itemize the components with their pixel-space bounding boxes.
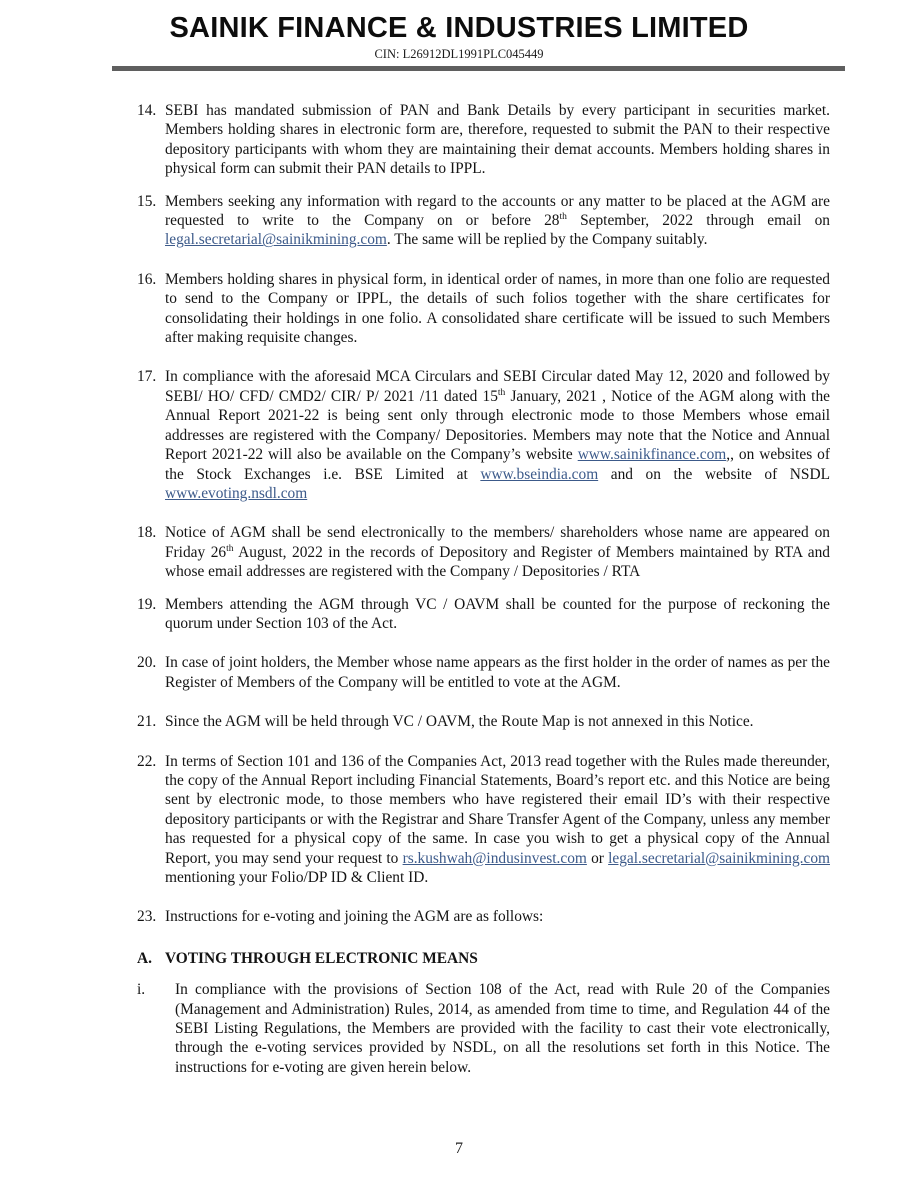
item-number: 18. <box>137 524 157 542</box>
superscript: th <box>226 542 234 554</box>
email-link-rs-kushwah[interactable]: rs.kushwah@indusinvest.com <box>402 849 587 867</box>
section-letter: A. <box>137 949 152 967</box>
item-number: 19. <box>137 595 157 613</box>
header-rule <box>112 66 845 71</box>
item-text: In compliance with the aforesaid MCA Circulars and SEBI Circular dated May 12, 2020 and followed by SEBI/ HO/ CFD/ CMD2/ CIR/ P/ 2021 /11 dated 15th January, 2021 , Notice of the AGM along with the Annual Report 2021-22 is being sent only through electronic mode to those Members whose email addresses are registered with the Company/ Depositories. Members may note that the Notice and Annual Report 2021-22 will also be available on the Company’s website www.sainikfinance.com,, on websites of the Stock Exchanges i.e. BSE Limited at www.bseindia.com and on the website of NSDL www.evoting.nsdl.com <box>165 368 831 502</box>
item-number: 14. <box>137 102 157 119</box>
list-item-16 <box>137 270 830 348</box>
item-number: 15. <box>137 192 157 210</box>
item-text: Instructions for e-voting and joining the AGM are as follows: <box>165 908 544 926</box>
list-item-22 <box>137 752 830 888</box>
website-link-evoting-nsdl[interactable]: www.evoting.nsdl.com <box>165 484 308 502</box>
list-item-18 <box>137 523 830 581</box>
page-number: 7 <box>455 1140 463 1157</box>
item-text: Since the AGM will be held through VC / OAVM, the Route Map is not annexed in this Notice. <box>165 713 754 731</box>
website-link-bseindia[interactable]: www.bseindia.com <box>480 465 599 483</box>
item-text: Members attending the AGM through VC / OAVM shall be counted for the purpose of reckoning the quorum under Section 103 of the Act. <box>165 595 830 632</box>
document-header <box>0 0 918 71</box>
list-item-15 <box>137 192 830 250</box>
item-text: In compliance with the provisions of Section 108 of the Act, read with Rule 20 of the Companies (Management and Administration) Rules, 2014, as amended from time to time, and Regulation 44 of the SEBI Listing Regulations, the Members are provided with the facility to cast their vote electronically, through the e-voting services provided by NSDL, on all the resolutions set forth in this Notice. The instructions for e-voting are given herein below. <box>175 981 830 1076</box>
company-title: SAINIK FINANCE & INDUSTRIES LIMITED <box>169 12 749 44</box>
item-number: 20. <box>137 654 157 672</box>
sub-item-i <box>137 980 830 1077</box>
item-text: Members holding shares in physical form, in identical order of names, in more than one folio are requested to send to the Company or IPPL, the details of such folios together with the share certificates for consolidating their holdings in one folio. A consolidated share certificate will be issued to such Members after making requisite changes. <box>165 270 830 347</box>
list-item-21 <box>137 712 830 731</box>
list-item-23 <box>137 907 830 926</box>
item-number: 23. <box>137 908 157 926</box>
item-number: 21. <box>137 713 157 731</box>
item-text: In terms of Section 101 and 136 of the Companies Act, 2013 read together with the Rules made thereunder, the copy of the Annual Report including Financial Statements, Board’s report etc. and this Notice are being sent by electronic mode, to those members who have registered their email ID’s with their respective depository participants or with the Registrar and Share Transfer Agent of the Company, unless any member has requested for a physical copy of the same. In case you wish to get a physical copy of the Annual Report, you may send your request to rs.kushwah@indusinvest.com or legal.secretarial@sainikmining.com mentioning your Folio/DP ID & Client ID. <box>165 752 830 886</box>
list-item-17 <box>137 367 830 503</box>
notice-body <box>137 101 830 1077</box>
item-text: Notice of AGM shall be send electronically to the members/ shareholders whose name are appeared on Friday 26th August, 2022 in the records of Depository and Register of Members maintained by RTA and whose email addresses are registered with the Company / Depositories / RTA <box>165 524 831 581</box>
item-number: 17. <box>137 368 157 386</box>
item-number: 16. <box>137 270 157 288</box>
email-link-legal-secretarial[interactable]: legal.secretarial@sainikmining.com <box>608 849 830 867</box>
website-link-sainikfinance[interactable]: www.sainikfinance.com <box>577 446 727 464</box>
list-item-19 <box>137 595 830 634</box>
list-item-20 <box>137 653 830 692</box>
superscript: th <box>497 386 506 398</box>
section-title: VOTING THROUGH ELECTRONIC MEANS <box>165 949 478 967</box>
item-number: i. <box>137 981 146 999</box>
cin-line: CIN: L26912DL1991PLC045449 <box>374 47 544 61</box>
superscript: th <box>559 210 567 222</box>
item-number: 22. <box>137 752 157 770</box>
item-text: Members seeking any information with regard to the accounts or any matter to be placed at the AGM are requested to write to the Company on or before 28th September, 2022 through email on legal.secretarial@sainikmining.com. The same will be replied by the Company suitably. <box>165 192 830 249</box>
email-link-legal-secretarial[interactable]: legal.secretarial@sainikmining.com <box>165 231 387 249</box>
item-text: SEBI has mandated submission of PAN and Bank Details by every participant in securities market. Members holding shares in electronic form are, therefore, requested to submit the PAN to their respective depository participants with whom they are maintaining their demat accounts. Members holding shares in physical form can submit their PAN details to IPPL. <box>165 102 830 178</box>
section-heading-voting <box>137 949 830 968</box>
item-text: In case of joint holders, the Member whose name appears as the first holder in the order of names as per the Register of Members of the Company will be entitled to vote at the AGM. <box>165 654 830 691</box>
list-item-14 <box>137 101 830 179</box>
